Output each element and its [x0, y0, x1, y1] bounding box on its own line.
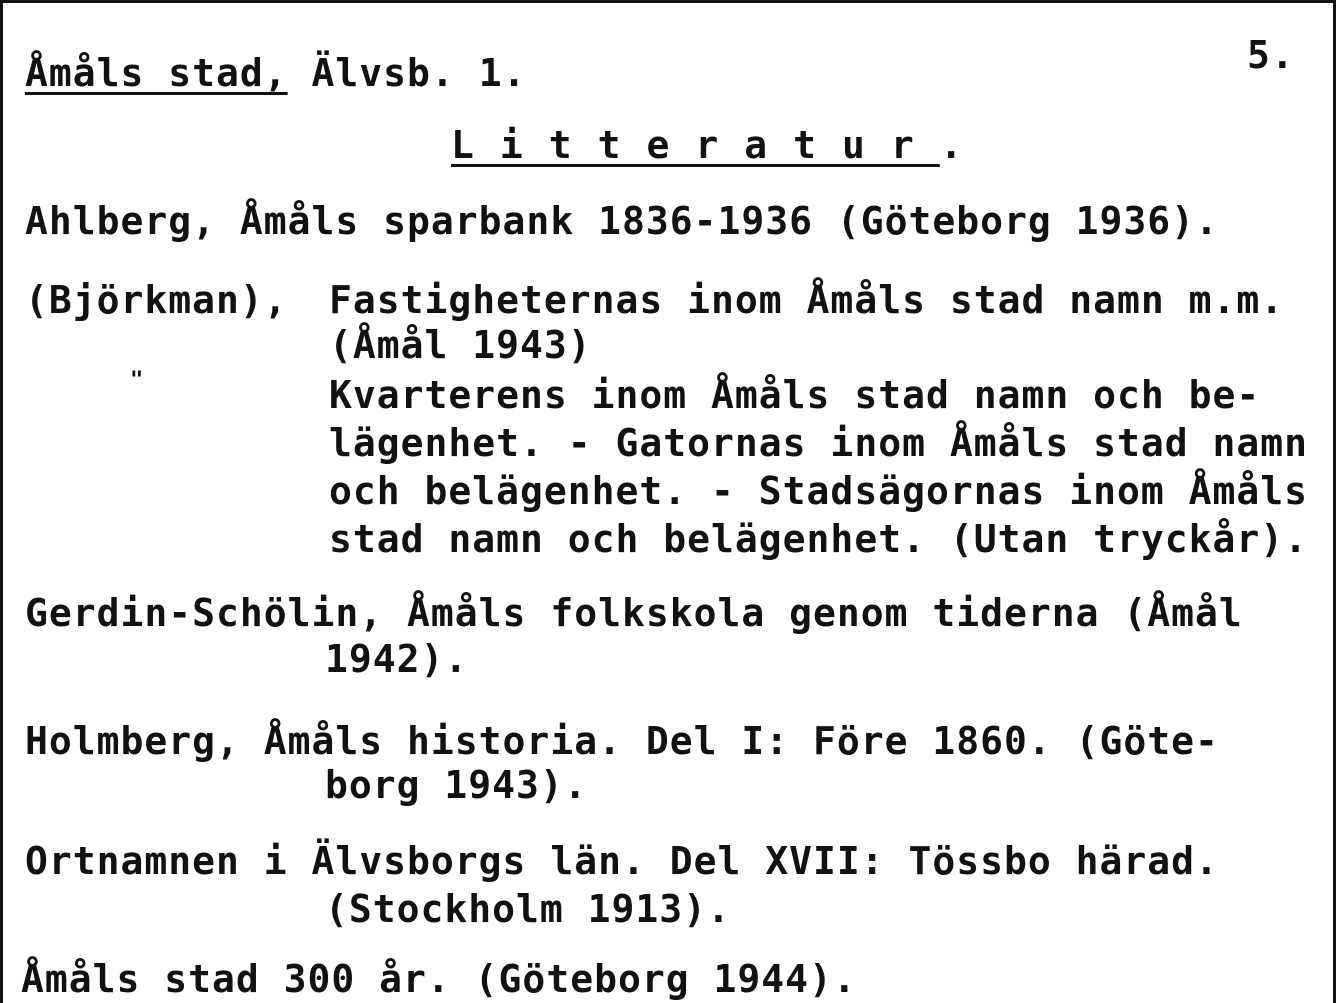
place-name: Åmåls stad, [25, 51, 288, 95]
entry-bjorkman-author: (Björkman), [25, 278, 288, 322]
entry-bjorkman-line-2: (Åmål 1943) [329, 323, 592, 367]
entry-ortnamnen-line-1: Ortnamnen i Älvsborgs län. Del XVII: Tössbo härad. [25, 839, 1219, 883]
entry-kvarterens-line-2: lägenhet. - Gatornas inom Åmåls stad namn [329, 421, 1308, 465]
page-number: 5. [1247, 33, 1295, 77]
entry-gerdin-line-1: Gerdin-Schölin, Åmåls folkskola genom tiderna (Åmål [25, 591, 1243, 635]
section-title [451, 125, 964, 165]
section-title-text: Litteratur [451, 123, 940, 167]
card-heading [25, 53, 526, 93]
section-title-dot: . [939, 123, 964, 167]
place-subtitle: Älvsb. 1. [287, 51, 527, 95]
entry-holmberg-line-1: Holmberg, Åmåls historia. Del I: Före 1860. (Göte- [25, 719, 1219, 763]
entry-ahlberg: Ahlberg, Åmåls sparbank 1836-1936 (Göteborg 1936). [25, 199, 1219, 243]
entry-ortnamnen-line-2: (Stockholm 1913). [325, 887, 731, 931]
entry-kvarterens-line-4: stad namn och belägenhet. (Utan tryckår). [329, 517, 1308, 561]
entry-amals-stad-300: Åmåls stad 300 år. (Göteborg 1944). [21, 957, 857, 1001]
entry-kvarterens-line-3: och belägenhet. - Stadsägornas inom Åmåls [329, 469, 1308, 513]
entry-gerdin-line-2: 1942). [325, 637, 469, 681]
entry-bjorkman-line-1: Fastigheternas inom Åmåls stad namn m.m. [329, 278, 1285, 322]
ditto-mark: " [130, 368, 145, 393]
entry-holmberg-line-2: borg 1943). [325, 763, 588, 807]
entry-kvarterens-line-1: Kvarterens inom Åmåls stad namn och be- [329, 373, 1261, 417]
